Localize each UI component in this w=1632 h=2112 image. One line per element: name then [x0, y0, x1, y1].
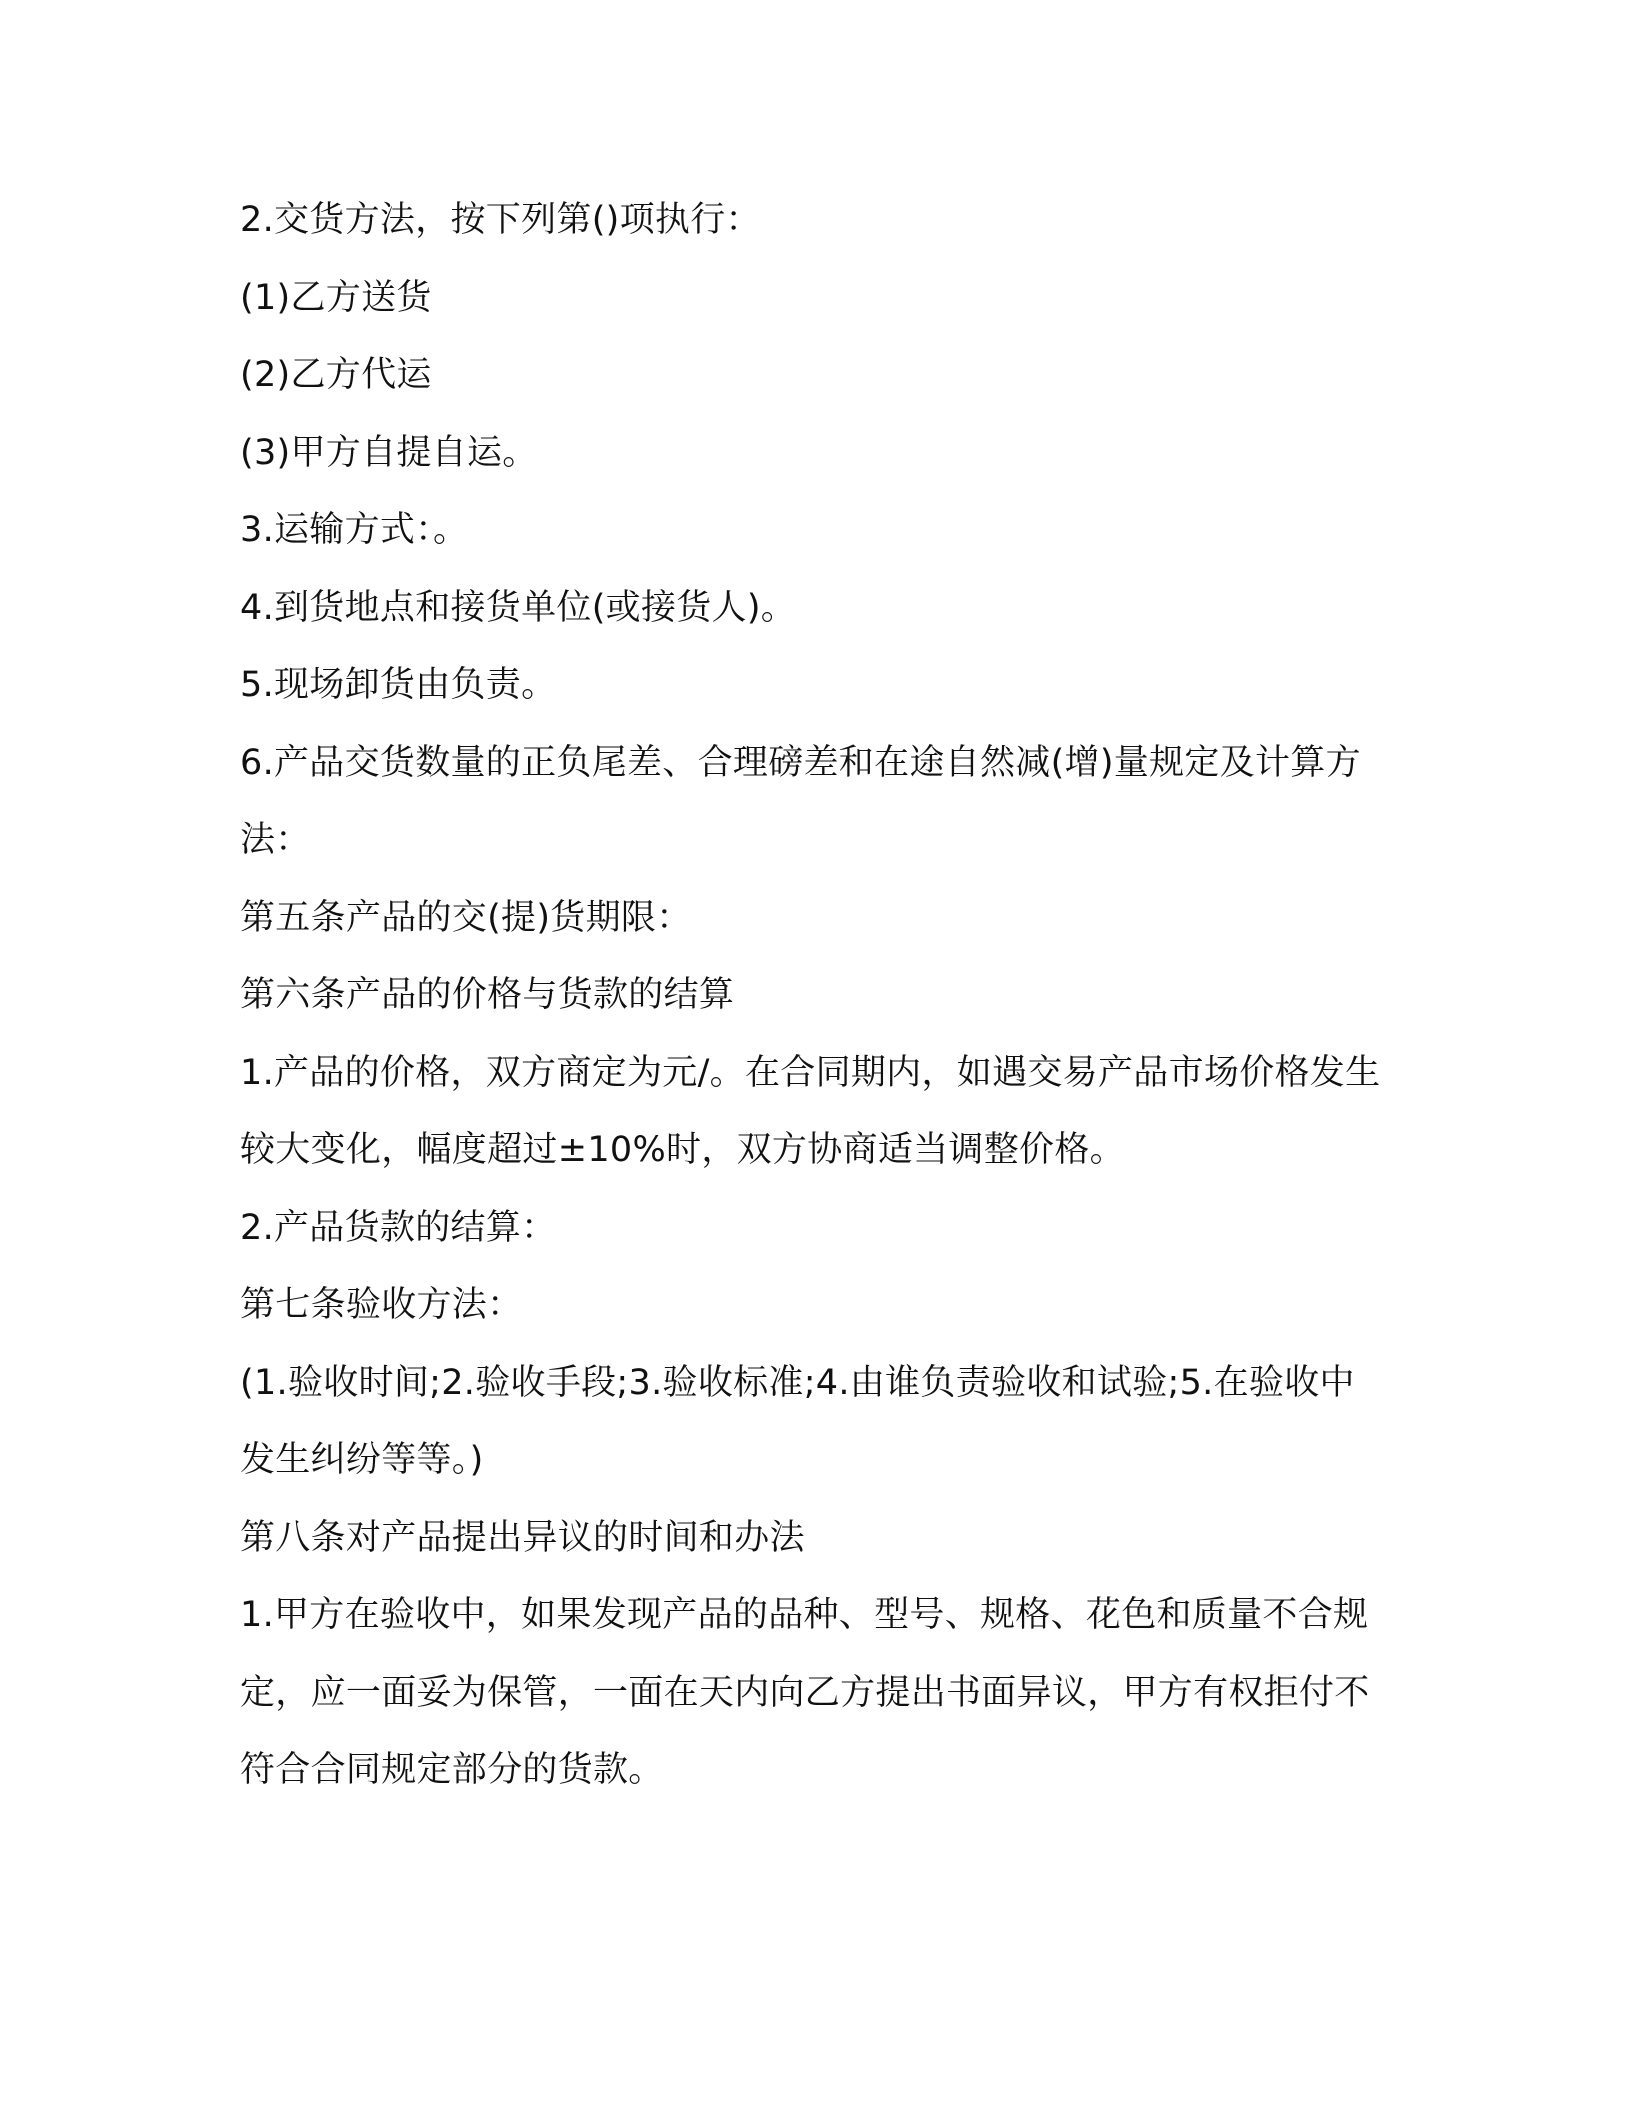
paragraph-delivery-location: 4.到货地点和接货单位(或接货人)。	[240, 587, 797, 628]
paragraph-article-7: 第七条验收方法：	[240, 1285, 523, 1325]
paragraph-article-6: 第六条产品的价格与货款的结算	[240, 975, 735, 1015]
paragraph-price: 1.产品的价格，双方商定为元/。在合同期内，如遇交易产品市场价格发生较大变化，幅度超过±10%时，双方协商适当调整价格。	[240, 1052, 1381, 1170]
paragraph-option-3: (3)甲方自提自运。	[240, 432, 538, 473]
paragraph-unloading: 5.现场卸货由负责。	[240, 665, 557, 705]
paragraph-quantity-tolerance: 6.产品交货数量的正负尾差、合理磅差和在途自然减(增)量规定及计算方法：	[240, 742, 1361, 860]
paragraph-settlement: 2.产品货款的结算：	[240, 1207, 557, 1248]
paragraph-article-5: 第五条产品的交(提)货期限：	[240, 897, 692, 938]
paragraph-objection: 1.甲方在验收中，如果发现产品的品种、型号、规格、花色和质量不合规定，应一面妥为保管，一面在天内向乙方提出书面异议，甲方有权拒付不符合合同规定部分的货款。	[240, 1595, 1370, 1790]
document-body	[240, 182, 1390, 1810]
paragraph-transport-mode: 3.运输方式：。	[240, 510, 469, 550]
paragraph-acceptance-items: (1.验收时间;2.验收手段;3.验收标准;4.由谁负责验收和试验;5.在验收中发生纠纷等等。)	[240, 1362, 1355, 1480]
paragraph-article-8: 第八条对产品提出异议的时间和办法	[240, 1517, 805, 1558]
paragraph-delivery-method: 2.交货方法，按下列第()项执行：	[240, 200, 761, 240]
paragraph-option-1: (1)乙方送货	[240, 277, 432, 318]
paragraph-option-2: (2)乙方代运	[240, 355, 432, 395]
